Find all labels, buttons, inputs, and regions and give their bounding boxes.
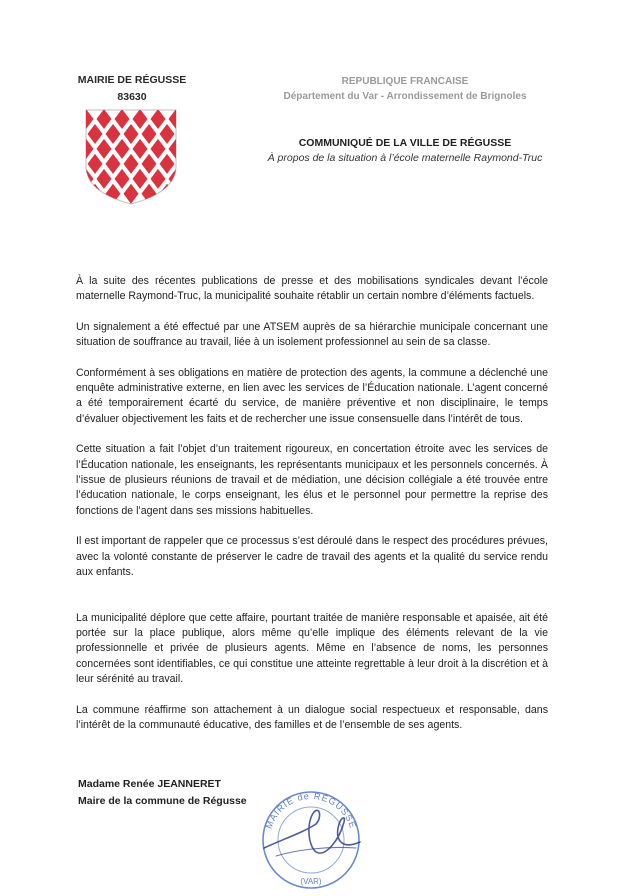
communique-subtitle: À propos de la situation à l’école maternelle Raymond-Truc	[267, 152, 543, 164]
republic-header	[250, 74, 560, 104]
seal-top-text: MAIRIE de RÉGUSSE	[263, 790, 359, 831]
republique-title: REPUBLIQUE FRANCAISE	[341, 76, 469, 87]
communique-heading: COMMUNIQUÉ DE LA VILLE DE RÉGUSSE	[298, 137, 512, 149]
departement-line: Département du Var - Arrondissement de Brignoles	[283, 91, 527, 102]
coat-of-arms-icon	[84, 108, 178, 206]
paragraph-3: Conformément à ses obligations en matière de protection des agents, la commune a déclenché une enquête administrative externe, en lien avec les services de l’Éducation nationale. L’agent concerné a été temporairement écarté du service, de manière préventive et non disciplinaire, le temps d’évaluer objectivement les faits et de rechercher une issue consensuelle dans l’intérêt de tous.	[76, 366, 548, 425]
paragraph-6: La municipalité déplore que cette affaire, pourtant traitée de manière responsable et apaisée, ait été portée sur la place publique, alors même qu’elle implique des éléments relevant de la vie professionnelle et privée de plusieurs agents. Même en l’absence de noms, les personnes concernées sont identifiables, ce qui constitue une atteinte regrettable à leur droit à la discrétion et à leur sérénité au travail.	[76, 611, 548, 686]
paragraph-1: À la suite des récentes publications de presse et des mobilisations syndicales devant l’école maternelle Raymond-Truc, la municipalité souhaite rétablir un certain nombre d’éléments factuels.	[76, 275, 548, 303]
signatory-role: Maire de la commune de Régusse	[78, 795, 247, 807]
signatory-name: Madame Renée JEANNERET	[78, 778, 221, 790]
communique-body	[76, 274, 548, 733]
paragraph-4: Cette situation a fait l’objet d’un traitement rigoureux, en concertation étroite avec les services de l’Éducation nationale, les enseignants, les représentants municipaux et les personnels concernés. À l’issue de plusieurs réunions de travail et de médiation, une décision collégiale a été trouvée entre l’éducation nationale, le corps enseignant, les élus et le personnel pour permettre la reprise des fonctions de l’agent dans ses missions habituelles.	[76, 443, 548, 517]
seal-bottom-text: (VAR)	[300, 877, 322, 886]
communique-title-block	[240, 136, 570, 166]
official-seal-icon	[256, 786, 366, 890]
paragraph-2: Un signalement a été effectué par une ATSEM auprès de sa hiérarchie municipale concernant une situation de souffrance au travail, liée à un isolement professionnel au sein de sa classe.	[76, 320, 548, 349]
paragraph-5: Il est important de rappeler que ce processus s’est déroulé dans le respect des procédures prévues, avec la volonté constante de préserver le cadre de travail des agents et la qualité du service rendu aux enfants.	[76, 535, 548, 579]
mairie-header	[72, 72, 192, 106]
mairie-postcode: 83630	[117, 91, 147, 103]
paragraph-7: La commune réaffirme son attachement à un dialogue social respectueux et responsable, dans l’intérêt de la communauté éducative, des familles et de l’ensemble de ses agents.	[76, 703, 548, 731]
mairie-name: MAIRIE DE RÉGUSSE	[77, 74, 187, 86]
